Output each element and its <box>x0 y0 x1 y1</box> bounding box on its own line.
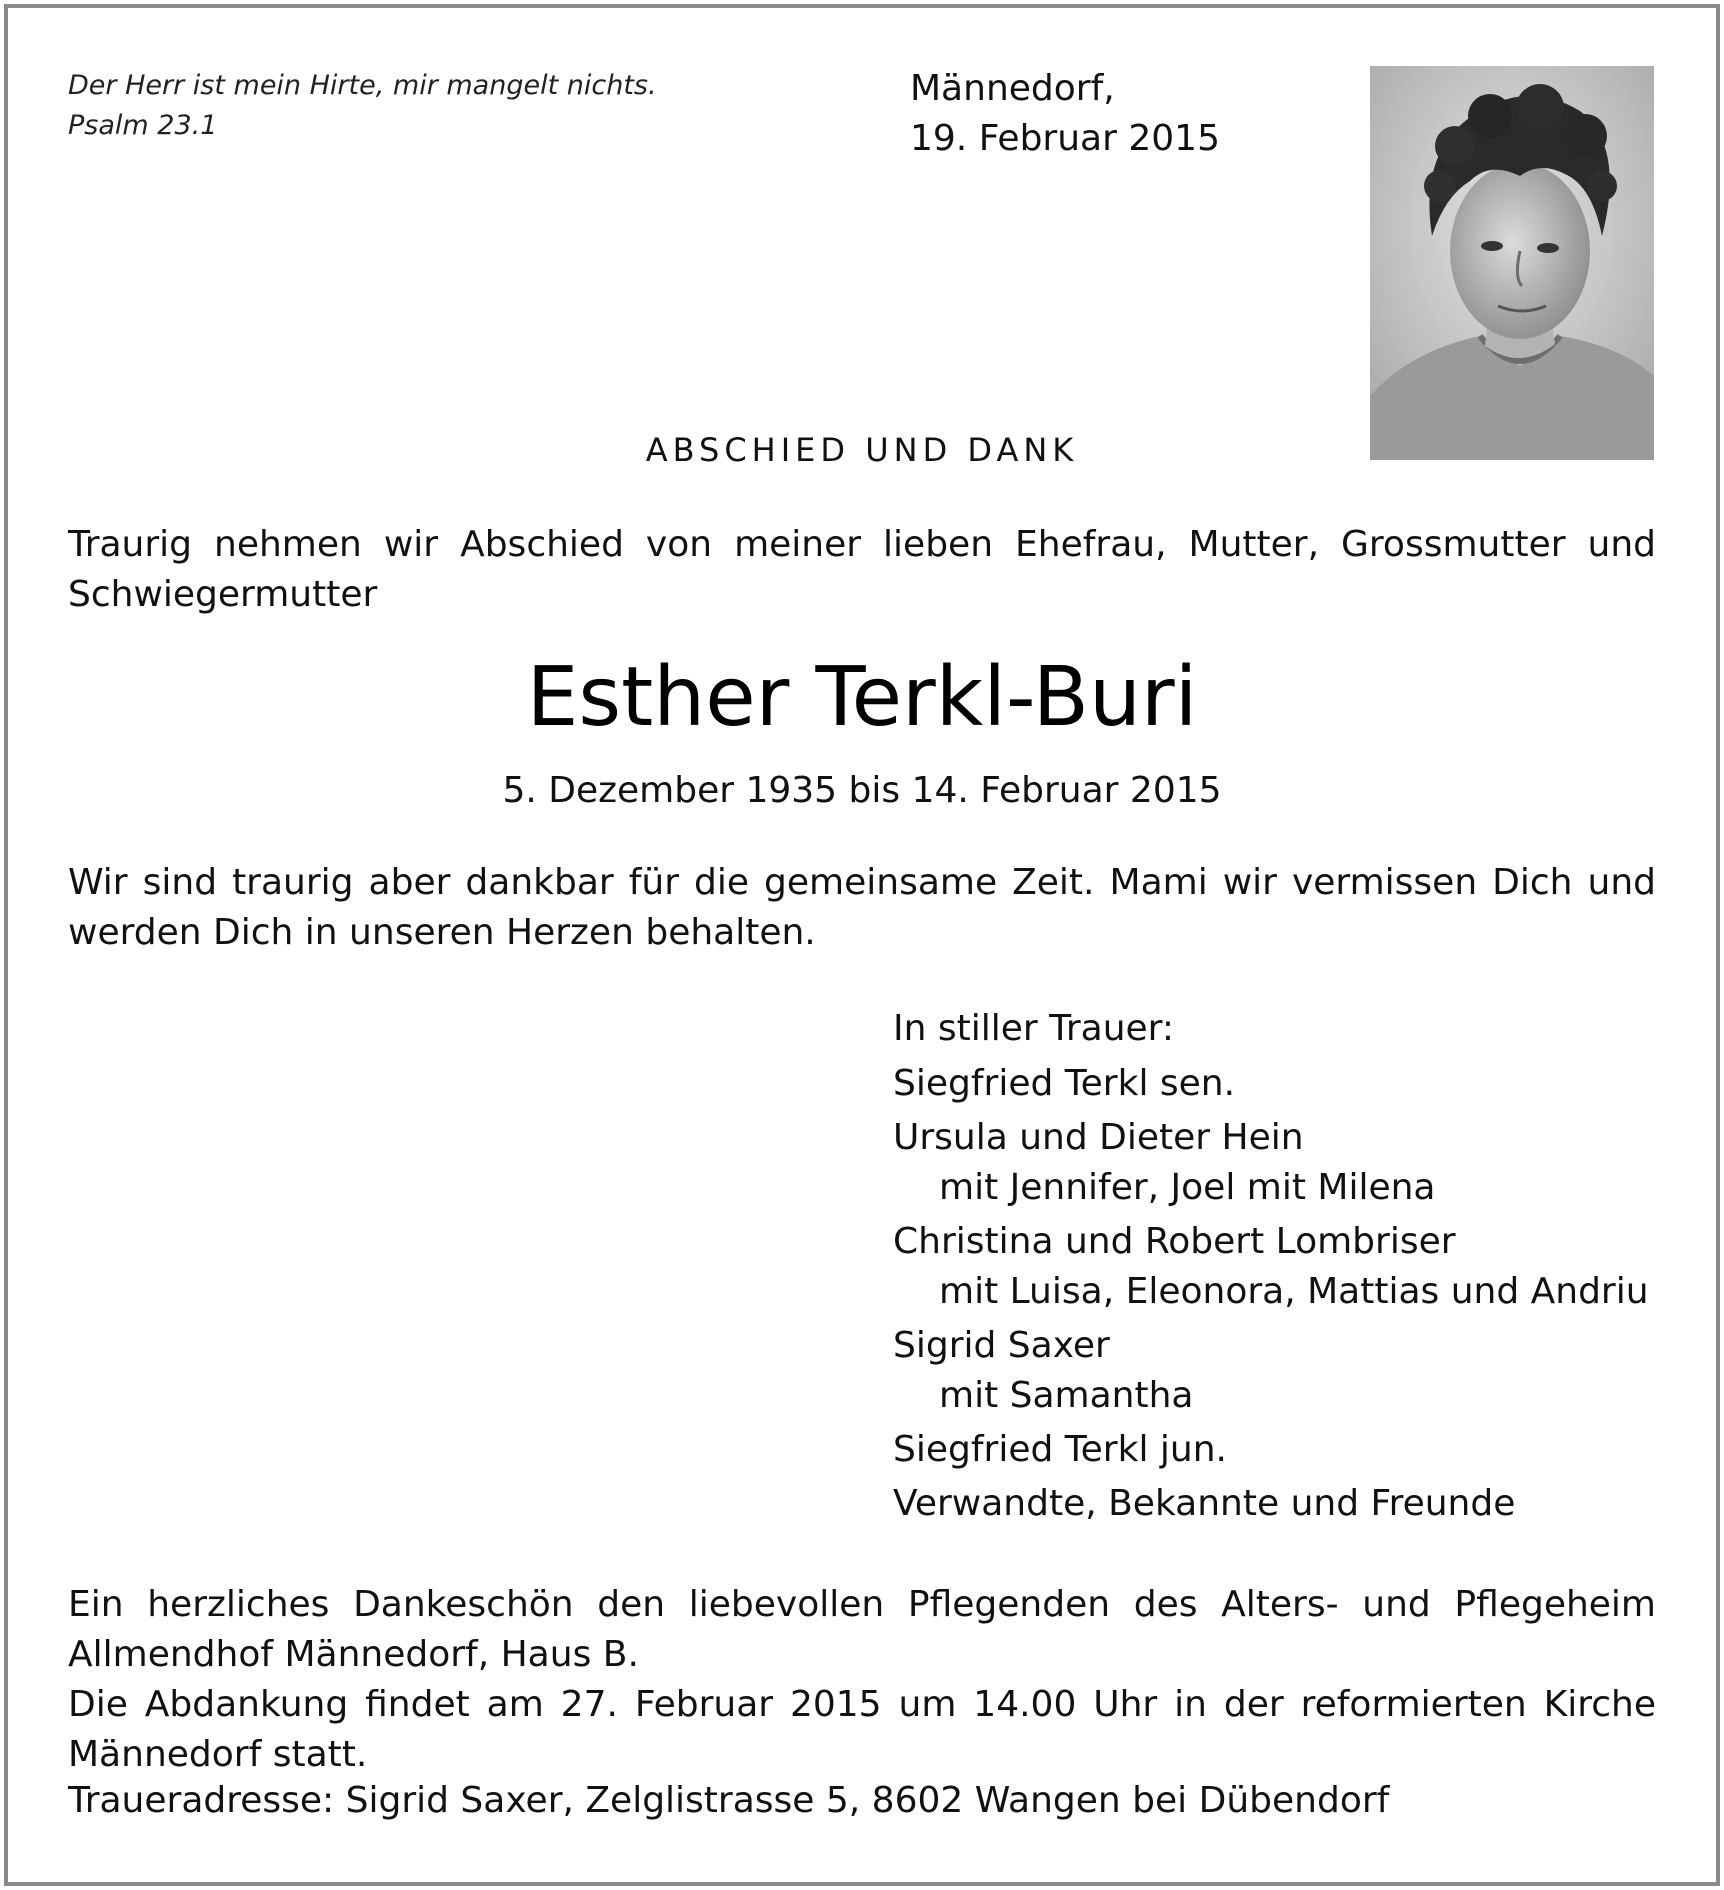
mourning-address: Traueradresse: Sigrid Saxer, Zelglistrasse 5, 8602 Wangen bei Dübendorf <box>68 1780 1390 1821</box>
thanks-text: Ein herzliches Dankeschön den liebevollen Pflegenden des Alters- und Pflegeheim Allmendhof Männedorf, Haus B. <box>68 1584 1656 1675</box>
deceased-name: Esther Terkl-Buri <box>526 650 1198 745</box>
portrait-photo <box>1370 66 1654 460</box>
place-date-block <box>910 64 1220 164</box>
mourner-entry <box>893 1321 1673 1421</box>
notice-date: 19. Februar 2015 <box>910 118 1220 159</box>
motto-source: Psalm 23.1 <box>68 110 218 141</box>
mourner-main: Verwandte, Bekannte und Freunde <box>893 1483 1516 1524</box>
portrait-image <box>1370 66 1654 460</box>
mourner-main: Christina und Robert Lombriser <box>893 1221 1456 1262</box>
mourner-entry <box>893 1479 1673 1529</box>
heading: ABSCHIED UND DANK <box>645 431 1079 469</box>
motto-block <box>68 66 657 146</box>
mourner-sub: mit Luisa, Eleonora, Mattias und Andriu <box>939 1271 1649 1312</box>
place-label: Männedorf, <box>910 68 1115 109</box>
mourners-intro: In stiller Trauer: <box>893 1008 1174 1049</box>
service-text: Die Abdankung findet am 27. Februar 2015 um 14.00 Uhr in der reformierten Kirche Männedorf statt. <box>68 1684 1656 1775</box>
mourner-entry <box>893 1425 1673 1475</box>
mourner-entry <box>893 1113 1673 1213</box>
mourner-sub: mit Samantha <box>939 1375 1194 1416</box>
mourner-main: Siegfried Terkl sen. <box>893 1063 1236 1104</box>
deceased-dates: 5. Dezember 1935 bis 14. Februar 2015 <box>502 770 1222 811</box>
motto-quote: Der Herr ist mein Hirte, mir mangelt nichts. <box>68 70 657 101</box>
intro-text: Traurig nehmen wir Abschied von meiner lieben Ehefrau, Mutter, Grossmutter und Schwiegermutter <box>68 524 1656 615</box>
mourner-entry <box>893 1217 1673 1317</box>
mourners-list <box>893 1005 1673 1533</box>
mourner-main: Sigrid Saxer <box>893 1325 1110 1366</box>
message-text: Wir sind traurig aber dankbar für die gemeinsame Zeit. Mami wir vermissen Dich und werden Dich in unseren Herzen behalten. <box>68 862 1656 953</box>
mourner-sub: mit Jennifer, Joel mit Milena <box>939 1167 1436 1208</box>
mourner-main: Siegfried Terkl jun. <box>893 1429 1227 1470</box>
mourner-entry <box>893 1059 1673 1109</box>
mourner-main: Ursula und Dieter Hein <box>893 1117 1304 1158</box>
